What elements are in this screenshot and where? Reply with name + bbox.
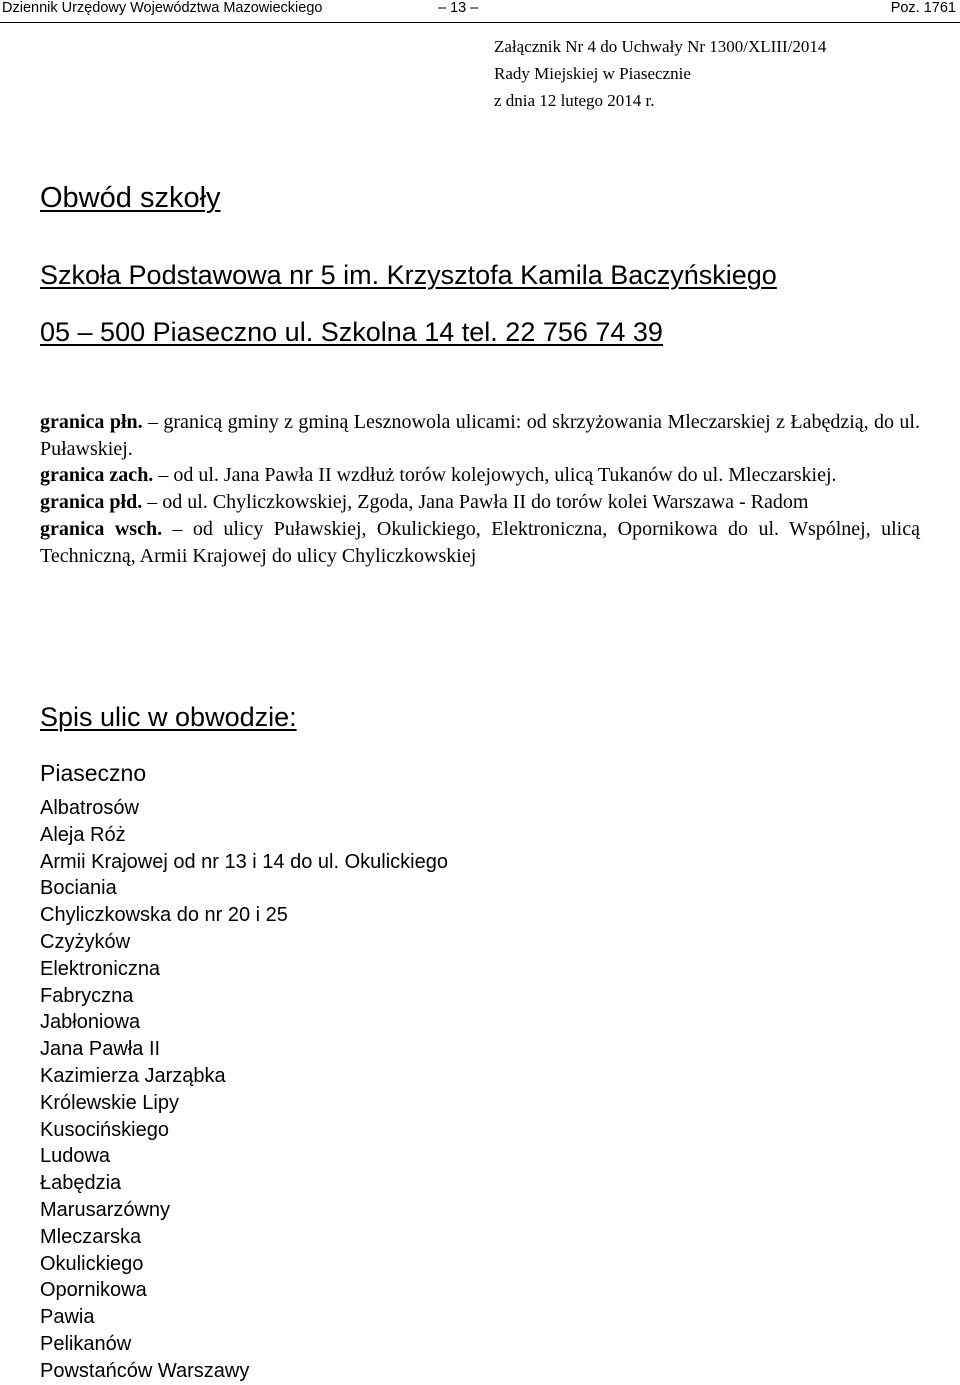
street-item: Bociania <box>40 877 117 900</box>
boundaries-section <box>40 409 920 569</box>
street-item: Jabłoniowa <box>40 1011 141 1034</box>
street-item: Kazimierza Jarząbka <box>40 1064 226 1087</box>
street-item: Elektroniczna <box>40 957 161 980</box>
street-item: Okulickiego <box>40 1252 144 1275</box>
boundary-south <box>40 489 920 516</box>
boundary-label: granica płn. <box>40 411 143 433</box>
street-item: Powstańców Warszawy <box>40 1359 250 1382</box>
annex-line-1: Załącznik Nr 4 do Uchwały Nr 1300/XLIII/2014 <box>494 37 827 56</box>
boundary-text: – od ulicy Puławskiej, Okulickiego, Elektroniczna, Opornikowa do ul. Wspólnej, ulicą Techniczną, Armii Krajowej do ulicy Chyliczkowskiej <box>40 517 920 567</box>
street-item: Chyliczkowska do nr 20 i 25 <box>40 904 288 927</box>
streets-heading: Spis ulic w obwodzie: <box>40 702 297 732</box>
document-title: Obwód szkoły <box>40 182 221 214</box>
school-name: Szkoła Podstawowa nr 5 im. Krzysztofa Kamila Baczyńskiego <box>40 260 777 290</box>
street-item: Ludowa <box>40 1145 111 1168</box>
annex-line-3: z dnia 12 lutego 2014 r. <box>494 91 655 110</box>
annex-line-2: Rady Miejskiej w Piasecznie <box>494 64 691 83</box>
street-item: Marusarzówny <box>40 1198 171 1221</box>
street-item: Kusocińskiego <box>40 1118 169 1141</box>
boundary-text: – granicą gminy z gminą Lesznowola ulicami: od skrzyżowania Mleczarskiej z Łabędzią, do ul. Puławskiej. <box>40 411 920 460</box>
street-list <box>40 795 448 1385</box>
annex-reference <box>494 33 826 114</box>
street-item: Pawia <box>40 1306 95 1329</box>
page-number: – 13 – <box>438 0 479 16</box>
town-name: Piaseczno <box>40 760 147 786</box>
street-item: Armii Krajowej od nr 13 i 14 do ul. Okulickiego <box>40 850 448 873</box>
boundary-text: – od ul. Chyliczkowskiej, Zgoda, Jana Pawła II do torów kolei Warszawa - Radom <box>147 491 809 514</box>
page-header <box>0 0 960 23</box>
street-item: Mleczarska <box>40 1225 142 1248</box>
street-item: Opornikowa <box>40 1279 147 1302</box>
street-item: Fabryczna <box>40 984 134 1007</box>
boundary-east <box>40 516 920 569</box>
street-item: Jana Pawła II <box>40 1038 161 1061</box>
boundary-west <box>40 462 920 489</box>
street-item: Łabędzia <box>40 1172 122 1195</box>
boundary-label: granica zach. <box>40 464 154 487</box>
position-number: Poz. 1761 <box>890 0 956 16</box>
boundary-north <box>40 409 920 462</box>
street-item: Aleja Róż <box>40 823 126 846</box>
boundary-label: granica wsch. <box>40 517 163 540</box>
journal-name: Dziennik Urzędowy Województwa Mazowieckiego <box>2 0 323 16</box>
street-item: Czyżyków <box>40 930 131 953</box>
boundary-label: granica płd. <box>40 491 143 514</box>
street-item: Pelikanów <box>40 1332 132 1355</box>
street-item: Królewskie Lipy <box>40 1091 179 1114</box>
street-item: Albatrosów <box>40 797 139 819</box>
school-address: 05 – 500 Piaseczno ul. Szkolna 14 tel. 22 756 74 39 <box>40 317 663 347</box>
boundary-text: – od ul. Jana Pawła II wzdłuż torów kolejowych, ulicą Tukanów do ul. Mleczarskiej. <box>158 464 837 487</box>
